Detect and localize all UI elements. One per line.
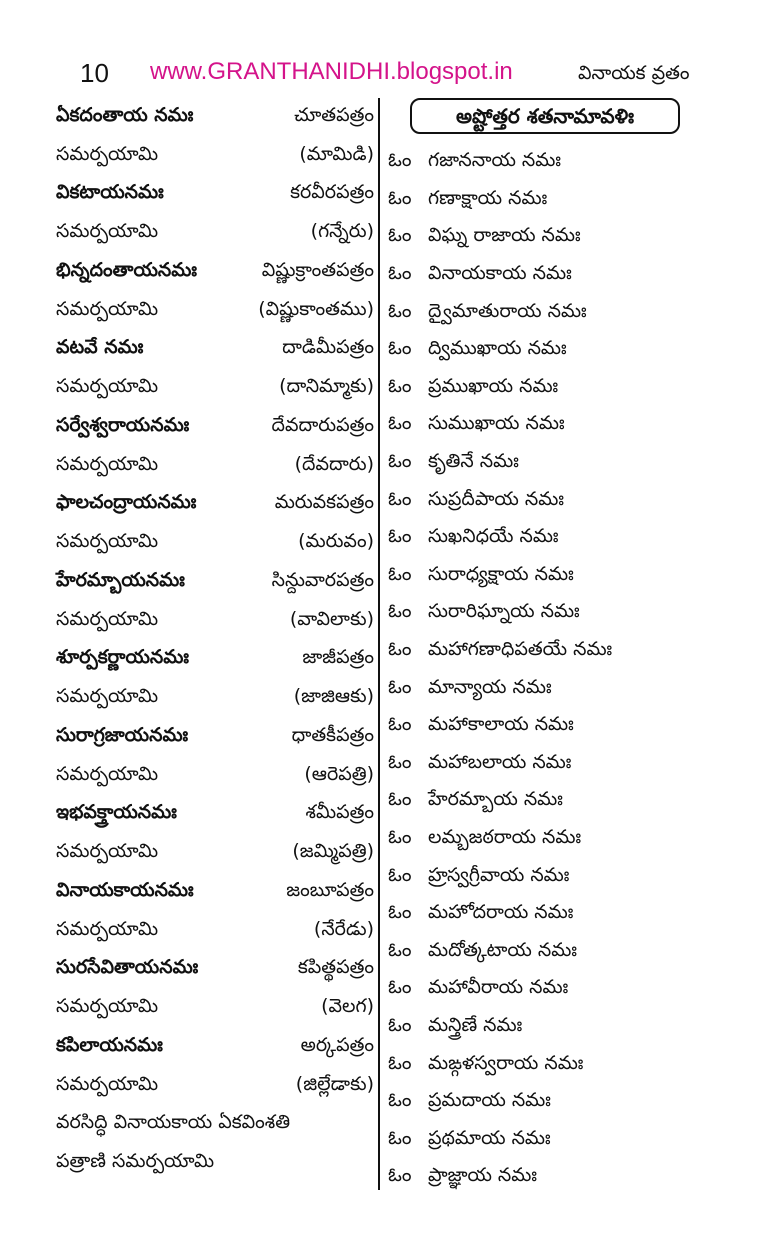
name-text: కృతినే నమః	[428, 450, 519, 473]
om-prefix: ఓం	[388, 976, 412, 999]
offer-text: సమర్పయామి	[56, 220, 159, 243]
om-prefix: ఓం	[388, 262, 412, 285]
name-item	[388, 971, 748, 1009]
name-list	[388, 144, 748, 1197]
local-name: (ఆరెపత్రి)	[304, 762, 374, 785]
name-item	[388, 520, 748, 558]
om-prefix: ఓం	[388, 1089, 412, 1112]
om-prefix: ఓం	[388, 412, 412, 435]
name-text: గణాక్షాయ నమః	[428, 186, 548, 209]
om-prefix: ఓం	[388, 901, 412, 924]
om-prefix: ఓం	[388, 525, 412, 548]
patra-name: దేవదారుపత్రం	[271, 413, 374, 436]
patra-row	[56, 834, 374, 873]
name-text: సుఖనిధయే నమః	[428, 525, 559, 548]
name-text: మహాబలాయ నమః	[428, 750, 572, 773]
patra-name: చూతపత్రం	[294, 103, 374, 126]
patra-row	[56, 796, 374, 835]
name-text: మహాగణాధిపతయే నమః	[428, 638, 613, 661]
om-prefix: ఓం	[388, 374, 412, 397]
name-text: సురాధ్యక్షాయ నమః	[428, 562, 574, 585]
closing-line	[56, 1144, 374, 1183]
offer-text: సమర్పయామి	[56, 142, 159, 165]
om-prefix: ఓం	[388, 1051, 412, 1074]
om-prefix: ఓం	[388, 788, 412, 811]
name-item	[388, 407, 748, 445]
om-prefix: ఓం	[388, 149, 412, 172]
name-item	[388, 708, 748, 746]
om-prefix: ఓం	[388, 299, 412, 322]
patra-row	[56, 137, 374, 176]
patra-row	[56, 447, 374, 486]
local-name: (జమ్మిపత్రి)	[292, 840, 374, 863]
local-name: (జిల్లేడాకు)	[295, 1072, 374, 1095]
name-item	[388, 933, 748, 971]
patra-row	[56, 912, 374, 951]
om-prefix: ఓం	[388, 1164, 412, 1187]
local-name: (దేవదారు)	[294, 452, 374, 475]
patra-row	[56, 679, 374, 718]
patra-name: దాడిమీపత్రం	[282, 336, 374, 359]
local-name: (గన్నేరు)	[310, 220, 374, 243]
local-name: (మరువం)	[298, 530, 374, 553]
patra-name: శమీపత్రం	[305, 801, 374, 824]
name-item	[388, 1159, 748, 1197]
om-prefix: ఓం	[388, 713, 412, 736]
book-title: వినాయక వ్రతం	[578, 62, 690, 84]
om-prefix: ఓం	[388, 675, 412, 698]
name-item	[388, 783, 748, 821]
name-text: సురారిఘ్నాయ నమః	[428, 600, 580, 623]
name-item	[388, 482, 748, 520]
offer-text: సమర్పయామి	[56, 995, 159, 1018]
patra-row	[56, 1028, 374, 1067]
name-item	[388, 1121, 748, 1159]
name-item	[388, 746, 748, 784]
name-item	[388, 219, 748, 257]
name-text: మదోత్కటాయ నమః	[428, 938, 577, 961]
offer-text: సమర్పయామి	[56, 297, 159, 320]
om-prefix: ఓం	[388, 1126, 412, 1149]
section-title: అష్టోత్తర శతనామావళిః	[410, 98, 680, 134]
name-text: ప్రథమాయ నమః	[428, 1126, 551, 1149]
om-prefix: ఓం	[388, 337, 412, 360]
om-prefix: ఓం	[388, 224, 412, 247]
name-item	[388, 558, 748, 596]
om-prefix: ఓం	[388, 450, 412, 473]
closing-line	[56, 1106, 374, 1145]
patra-row	[56, 873, 374, 912]
website-url[interactable]: www.GRANTHANIDHI.blogspot.in	[150, 58, 513, 85]
deity-name: హేరమ్బాయనమః	[56, 568, 185, 591]
local-name: (వావిలాకు)	[289, 607, 374, 630]
patra-name: అర్కపత్రం	[300, 1033, 374, 1056]
name-item	[388, 858, 748, 896]
local-name: (మామిడి)	[299, 142, 374, 165]
om-prefix: ఓం	[388, 562, 412, 585]
deity-name: సురసేవితాయనమః	[56, 956, 199, 979]
deity-name: శూర్పకర్ణాయనమః	[56, 646, 189, 669]
name-text: వినాయకాయ నమః	[428, 262, 572, 285]
name-item	[388, 1009, 748, 1047]
offer-text: సమర్పయామి	[56, 375, 159, 398]
patra-row	[56, 524, 374, 563]
local-name: (నేరేడు)	[313, 917, 374, 940]
name-text: మాన్యాయ నమః	[428, 675, 552, 698]
patra-name: ధాతకీపత్రం	[291, 723, 374, 746]
patra-row	[56, 718, 374, 757]
om-prefix: ఓం	[388, 863, 412, 886]
patra-row	[56, 989, 374, 1028]
name-text: హేరమ్బాయ నమః	[428, 788, 563, 811]
patra-name: కపిత్థపత్రం	[297, 956, 374, 979]
name-text: మఙ్గళస్వరాయ నమః	[428, 1051, 584, 1074]
name-item	[388, 633, 748, 671]
patra-row	[56, 408, 374, 447]
om-prefix: ఓం	[388, 938, 412, 961]
name-text: గజాననాయ నమః	[428, 149, 561, 172]
om-prefix: ఓం	[388, 638, 412, 661]
local-name: (వెలగ)	[321, 995, 374, 1018]
deity-name: వికటాయనమః	[56, 181, 164, 204]
name-item	[388, 144, 748, 182]
patra-row	[56, 486, 374, 525]
name-item	[388, 670, 748, 708]
patra-row	[56, 369, 374, 408]
offer-text: సమర్పయామి	[56, 917, 159, 940]
patra-pooja-column	[56, 98, 374, 1183]
patra-row	[56, 563, 374, 602]
name-item	[388, 595, 748, 633]
name-text: లమ్బజఠరాయ నమః	[428, 825, 582, 848]
patra-row	[56, 176, 374, 215]
name-item	[388, 370, 748, 408]
om-prefix: ఓం	[388, 600, 412, 623]
deity-name: సర్వేశ్వరాయనమః	[56, 413, 190, 436]
patra-name: మరువకపత్రం	[274, 491, 374, 514]
name-text: ద్వైమాతురాయ నమః	[428, 299, 587, 322]
patra-name: కరవీరపత్రం	[290, 181, 374, 204]
offer-text: సమర్పయామి	[56, 762, 159, 785]
name-item	[388, 332, 748, 370]
closing-text: పత్రాణి సమర్పయామి	[56, 1150, 215, 1173]
name-text: సుముఖాయ నమః	[428, 412, 565, 435]
name-item	[388, 1084, 748, 1122]
deity-name: కపిలాయనమః	[56, 1033, 163, 1056]
deity-name: ఇభవక్త్రాయనమః	[56, 801, 177, 824]
offer-text: సమర్పయామి	[56, 685, 159, 708]
name-item	[388, 257, 748, 295]
patra-name: విష్ణుక్రాంతపత్రం	[261, 258, 374, 281]
page-header	[0, 52, 768, 92]
patra-row	[56, 951, 374, 990]
om-prefix: ఓం	[388, 186, 412, 209]
patra-row	[56, 1067, 374, 1106]
deity-name: ఏకదంతాయ నమః	[56, 103, 194, 126]
patra-name: సిన్దువారపత్రం	[271, 568, 374, 591]
name-text: మహావీరాయ నమః	[428, 976, 569, 999]
closing-text: వరసిద్ధి వినాయకాయ ఏకవింశతి	[56, 1111, 291, 1134]
patra-name: జంబూపత్రం	[286, 878, 374, 901]
name-item	[388, 445, 748, 483]
local-name: (విష్ణుకాంతము)	[258, 297, 374, 320]
om-prefix: ఓం	[388, 825, 412, 848]
om-prefix: ఓం	[388, 1013, 412, 1036]
local-name: (జాజిఆకు)	[293, 685, 374, 708]
deity-name: ఫాలచంద్రాయనమః	[56, 491, 197, 514]
patra-name: జాజీపత్రం	[302, 646, 374, 669]
column-divider	[378, 98, 380, 1190]
name-text: మన్త్రిణే నమః	[428, 1013, 523, 1036]
offer-text: సమర్పయామి	[56, 840, 159, 863]
local-name: (దానిమ్మాకు)	[279, 375, 374, 398]
patra-row	[56, 98, 374, 137]
patra-row	[56, 331, 374, 370]
om-prefix: ఓం	[388, 487, 412, 510]
patra-row	[56, 602, 374, 641]
deity-name: భిన్నదంతాయనమః	[56, 258, 197, 281]
offer-text: సమర్పయామి	[56, 452, 159, 475]
name-text: ప్రమదాయ నమః	[428, 1089, 551, 1112]
name-item	[388, 896, 748, 934]
name-text: హ్రస్వగ్రీవాయ నమః	[428, 863, 570, 886]
page-number: 10	[80, 58, 109, 88]
patra-row	[56, 253, 374, 292]
offer-text: సమర్పయామి	[56, 607, 159, 630]
patra-row	[56, 757, 374, 796]
name-item	[388, 1046, 748, 1084]
name-text: విఘ్న రాజాయ నమః	[428, 224, 581, 247]
name-item	[388, 821, 748, 859]
name-text: మహోదరాయ నమః	[428, 901, 574, 924]
deity-name: సురాగ్రజాయనమః	[56, 723, 189, 746]
deity-name: వినాయకాయనమః	[56, 878, 194, 901]
om-prefix: ఓం	[388, 750, 412, 773]
name-item	[388, 182, 748, 220]
name-text: సుప్రదీపాయ నమః	[428, 487, 564, 510]
patra-row	[56, 292, 374, 331]
name-text: ప్రాజ్ఞాయ నమః	[428, 1164, 538, 1187]
deity-name: వటవే నమః	[56, 336, 144, 359]
patra-row	[56, 214, 374, 253]
patra-row	[56, 641, 374, 680]
name-text: మహాకాలాయ నమః	[428, 713, 574, 736]
name-text: ప్రముఖాయ నమః	[428, 374, 559, 397]
offer-text: సమర్పయామి	[56, 530, 159, 553]
offer-text: సమర్పయామి	[56, 1072, 159, 1095]
name-text: ద్విముఖాయ నమః	[428, 337, 567, 360]
name-item	[388, 294, 748, 332]
